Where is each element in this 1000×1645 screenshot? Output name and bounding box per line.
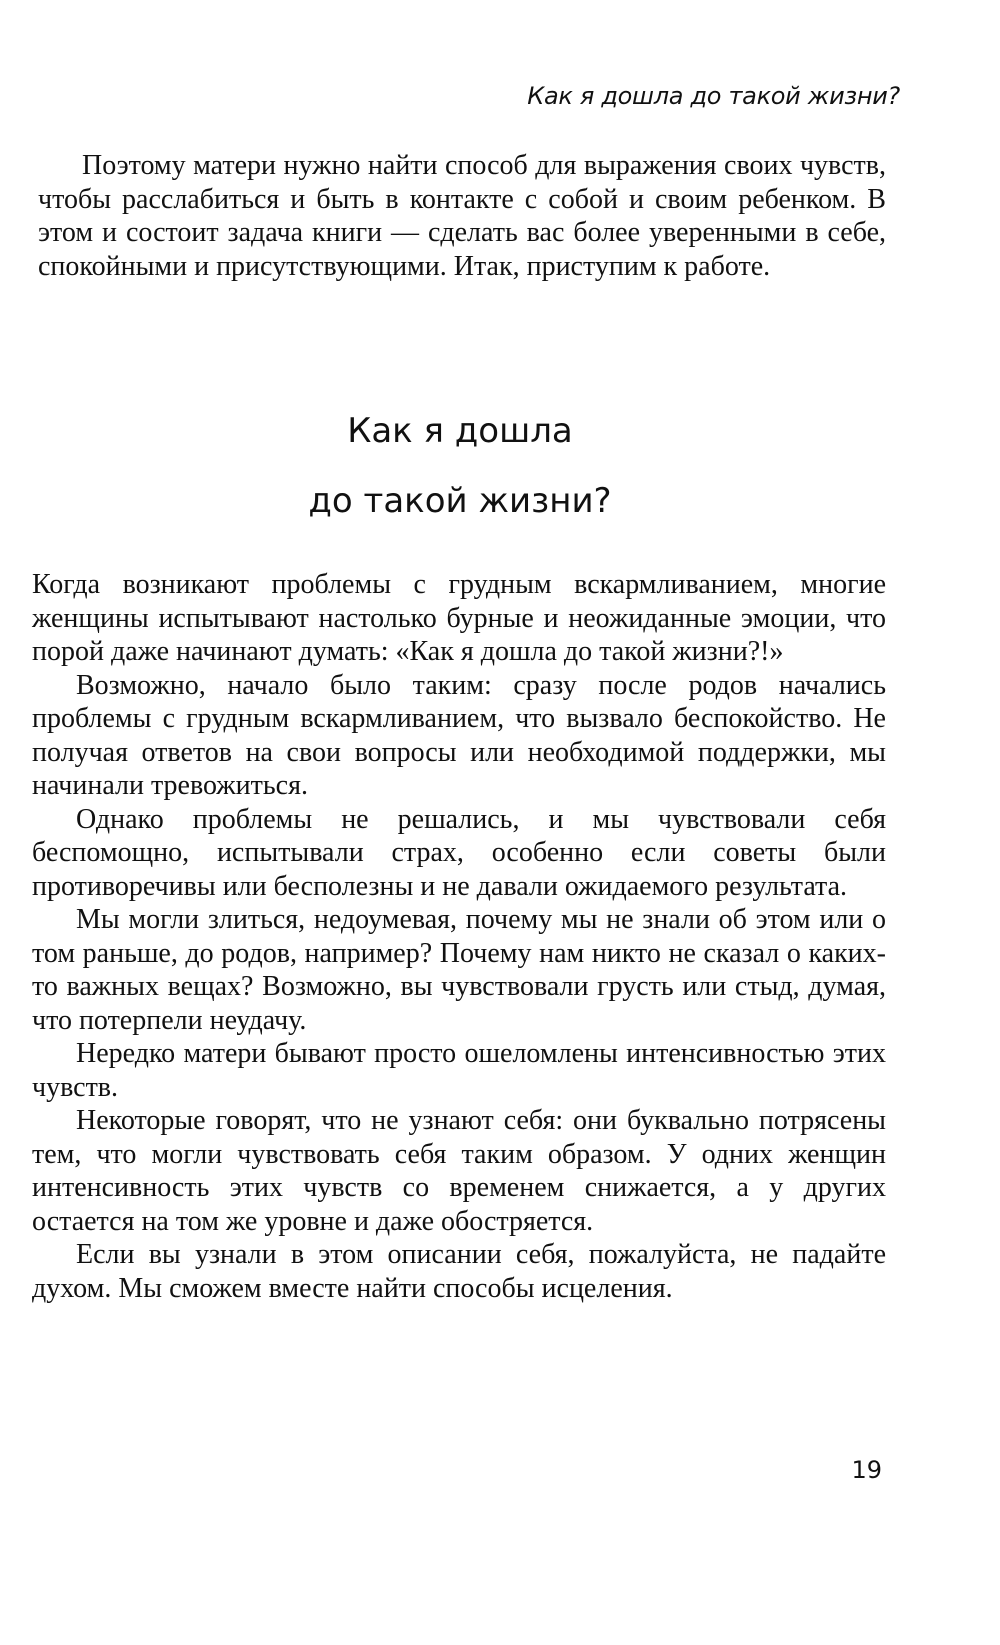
body-paragraph: Когда возникают проблемы с грудным вскармливанием, многие женщины испытывают настолько бурные и неожиданные эмоции, что порой даже начинают думать: «Как я дошла до такой жизни?!» xyxy=(32,569,886,667)
body-paragraph: Если вы узнали в этом описании себя, пожалуйста, не падайте духом. Мы сможем вместе найти способы исцеления. xyxy=(32,1239,886,1304)
intro-paragraph: Поэтому матери нужно найти способ для выражения своих чувств, чтобы расслабиться и быть в контакте с собой и своим ребенком. В этом и состоит задача книги — сделать вас более уверенными в себе, спокойными и присутствующими. Итак, приступим к работе. xyxy=(38,150,886,282)
body-paragraph: Однако проблемы не решались, и мы чувствовали себя беспомощно, испытывали страх, особенно если советы были противоречивы или бесполезны и не давали ожидаемого результата. xyxy=(32,803,886,902)
intro-text-block xyxy=(38,149,886,283)
section-title-line-2: до такой жизни? xyxy=(308,481,612,521)
section-title-line-1: Как я дошла xyxy=(347,411,573,451)
page-number: 19 xyxy=(851,1456,882,1484)
section-body xyxy=(32,568,886,1305)
running-head: Как я дошла до такой жизни? xyxy=(527,82,900,110)
section-title xyxy=(0,396,920,536)
body-paragraph: Некоторые говорят, что не узнают себя: они буквально потрясены тем, что могли чувствовать себя таким образом. У одних женщин интенсивность этих чувств со временем снижается, а у других остается на том же уровне и даже обостряется. xyxy=(32,1105,886,1237)
body-paragraph: Возможно, начало было таким: сразу после родов начались проблемы с грудным вскармливанием, что вызвало беспокойство. Не получая ответов на свои вопросы или необходимой поддержки, мы начинали тревожиться. xyxy=(32,669,886,801)
body-paragraph: Мы могли злиться, недоумевая, почему мы не знали об этом или о том раньше, до родов, например? Почему нам никто не сказал о каких-то важных вещах? Возможно, вы чувствовали грусть или стыд, думая, что потерпели неудачу. xyxy=(32,904,886,1036)
body-paragraph: Нередко матери бывают просто ошеломлены интенсивностью этих чувств. xyxy=(32,1038,886,1103)
